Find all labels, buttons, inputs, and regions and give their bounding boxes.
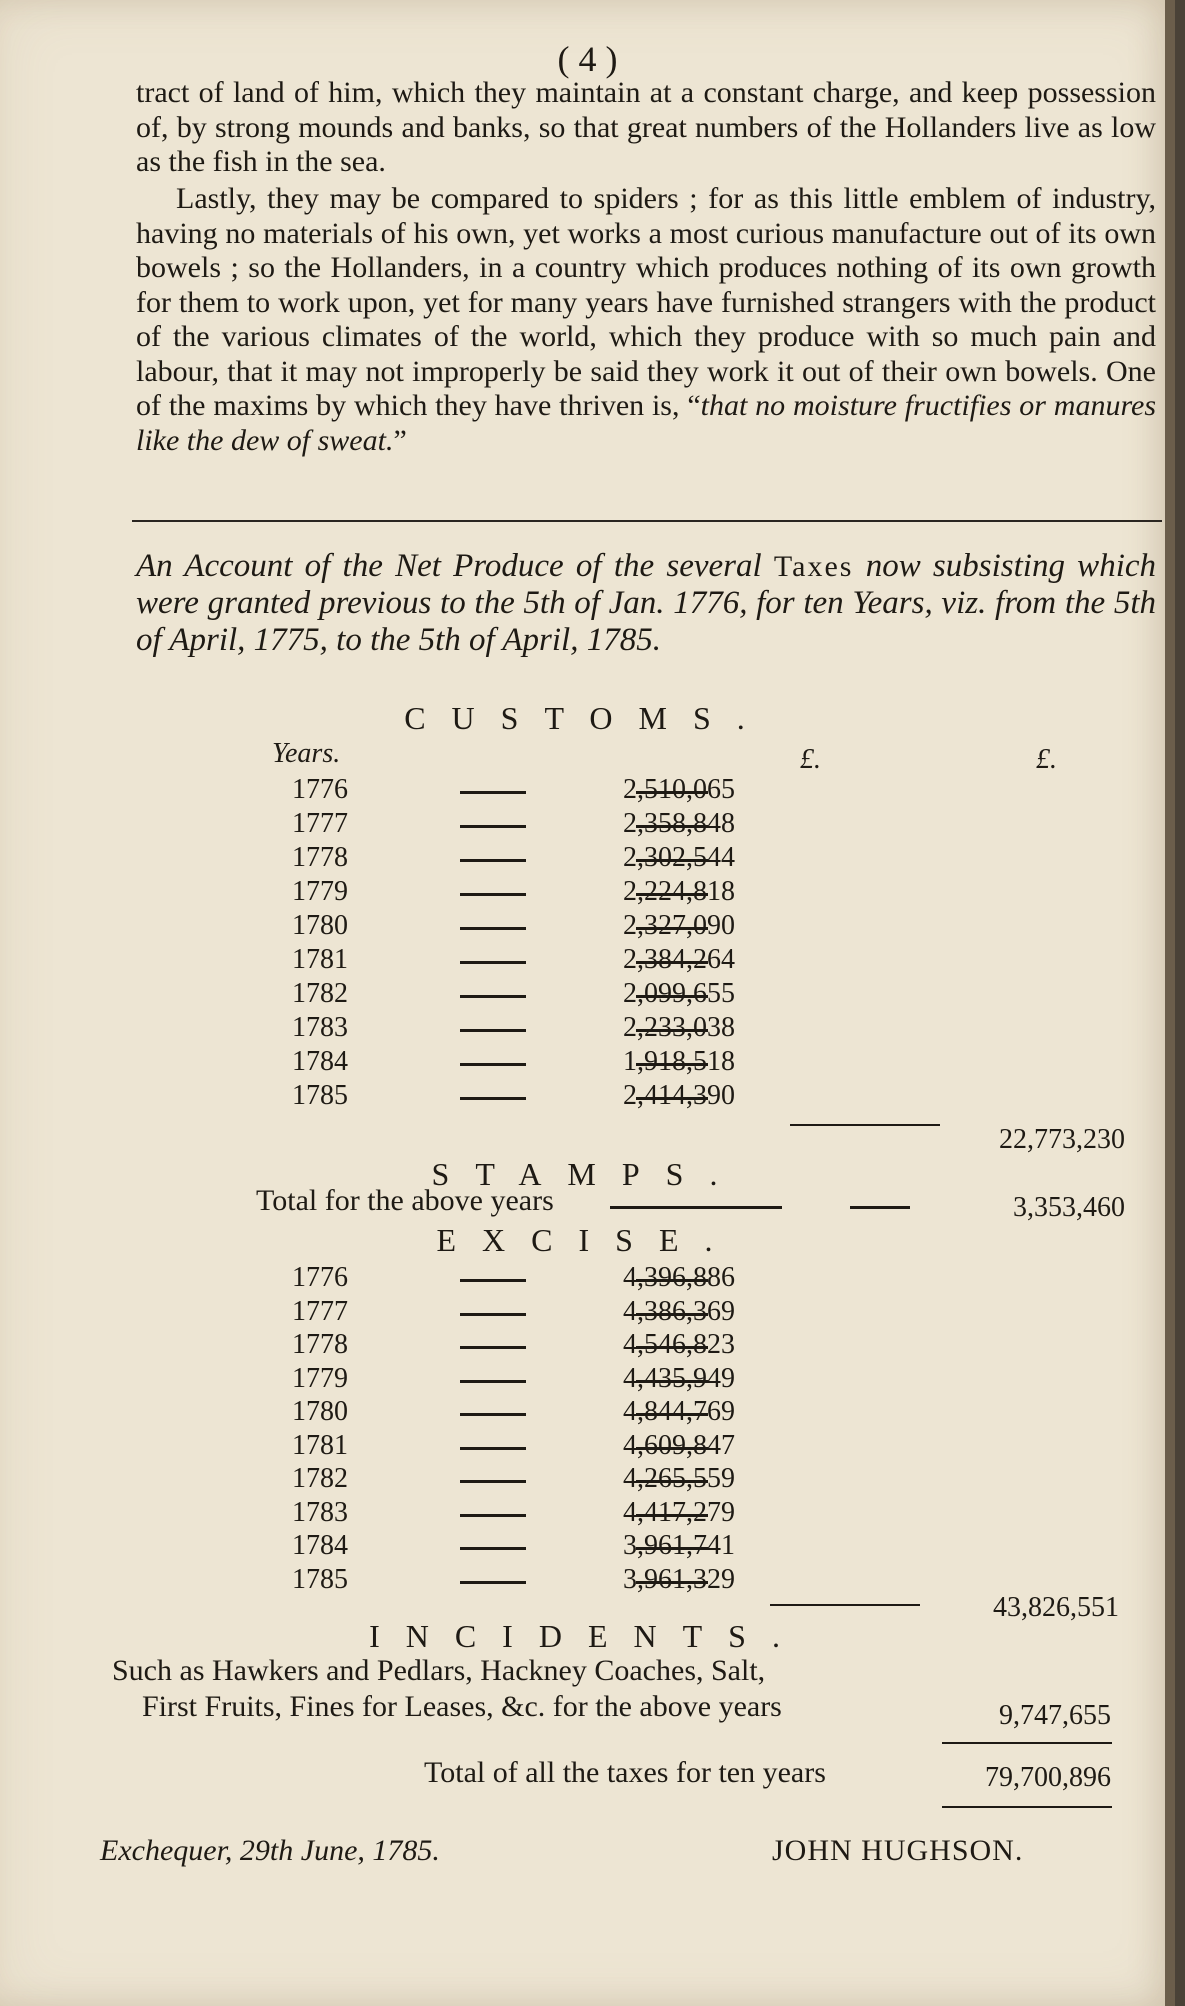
table-row [0,1497,1175,1530]
row-year: 1783 [292,1012,348,1043]
leader-dash [460,961,526,964]
place-and-date: Exchequer, 29th June, 1785. [100,1834,440,1867]
grand-total-label: Total of all the taxes for ten years [424,1756,826,1789]
heading-part-2: now subsisting which were granted previous to the 5th of Jan. 1776, for ten Years, viz. from the 5th of April, 1775, to the 5th of April, 1785. [136,548,1157,658]
row-year: 1783 [292,1496,348,1528]
row-year: 1776 [292,1262,348,1293]
leader-dash [460,927,526,930]
row-value: 3,961,741 [623,1530,735,1561]
table-row [0,1530,1175,1563]
paragraph-2 [136,182,1156,458]
table-row [0,1080,1175,1113]
years-header: Years. [272,738,341,769]
row-value: 2,099,655 [623,978,735,1009]
row-value: 4,435,949 [623,1362,735,1394]
row-value: 2,302,544 [623,842,735,873]
row-value: 2,233,038 [623,1012,735,1043]
table-row [0,1296,1175,1329]
table-row [0,1463,1175,1496]
row-value: 2,384,264 [623,944,735,975]
row-year: 1782 [292,1463,348,1494]
section-rule [132,520,1162,522]
excise-total: 43,826,551 [993,1592,1119,1623]
table-row [0,876,1175,909]
customs-sum-line [790,1124,940,1126]
row-value: 2,414,390 [623,1080,735,1111]
row-year: 1777 [292,808,348,839]
row-year: 1779 [292,876,348,907]
table-row [0,1046,1175,1079]
leader-dash [460,859,526,862]
row-year: 1782 [292,978,348,1009]
leader-dash [460,1063,526,1066]
row-value: 2,510,065 [623,774,735,805]
incidents-line-1: Such as Hawkers and Pedlars, Hackney Coaches, Salt, [112,1654,766,1687]
leader-dash [460,1279,526,1282]
leader-dash [460,995,526,998]
paragraph-2-text: Lastly, they may be compared to spiders ; for as this little emblem of industry, having no materials of his own, yet works a most curious manufacture out of its own bowels ; so the Hollanders, in a country which produces nothing of its own growth for them to work upon, yet for many years have furnished strangers with the product of the various climates of the world, which they produce with so much pain and labour, that it may not improperly be said they work it out of their own bowels. One of the maxims by which they have thriven is, “ [136,182,1156,422]
row-year: 1784 [292,1046,348,1077]
table-row [0,774,1175,807]
incidents-line-2: First Fruits, Fines for Leases, &c. for the above years [142,1690,782,1723]
currency-column-2: £. [1036,744,1057,775]
row-value: 4,546,823 [623,1329,735,1360]
leader-dash [460,1480,526,1483]
leader-dash [460,893,526,896]
row-year: 1781 [292,944,348,975]
table-row [0,1012,1175,1045]
row-value: 4,609,847 [623,1429,735,1461]
leader-dash [460,1097,526,1100]
table-row [0,808,1175,841]
row-value: 1,918,518 [623,1046,735,1077]
signature: JOHN HUGHSON. [772,1834,1024,1867]
leader-dash [460,1029,526,1032]
paragraph-2-quote: that no moisture fructifies or manures like the dew of sweat. [136,389,1156,457]
row-year: 1780 [292,1396,348,1427]
row-year: 1777 [292,1295,348,1327]
row-year: 1785 [292,1080,348,1111]
row-year: 1784 [292,1530,348,1561]
excise-title: EXCISE. [436,1222,739,1258]
row-year: 1780 [292,910,348,941]
grand-total-line [942,1806,1112,1808]
stamps-label: Total for the above years [256,1184,554,1217]
row-value: 2,224,818 [623,876,735,907]
customs-total: 22,773,230 [999,1124,1125,1155]
table-row [0,1430,1175,1463]
leader-dash [460,1413,526,1416]
stamps-title: STAMPS. [431,1156,744,1192]
leader-dash [460,791,526,794]
excise-sum-line [770,1604,920,1606]
row-year: 1778 [292,1329,348,1360]
table-row [0,1396,1175,1429]
row-value: 3,961,329 [623,1563,735,1595]
leader-dash [460,1581,526,1584]
row-value: 2,327,090 [623,910,735,941]
stamps-dash-2 [850,1206,910,1209]
row-year: 1785 [292,1563,348,1595]
table-row [0,910,1175,943]
leader-dash [460,825,526,828]
currency-column-1: £. [800,744,821,775]
table-row [0,842,1175,875]
stamps-total: 3,353,460 [1013,1192,1125,1223]
row-year: 1776 [292,774,348,805]
heading-taxes: Taxes [773,550,854,583]
account-heading [136,548,1156,659]
row-value: 4,844,769 [623,1396,735,1427]
page-number: ( 4 ) [557,39,618,79]
table-row [0,1262,1175,1295]
leader-dash [460,1346,526,1349]
row-year: 1781 [292,1429,348,1461]
table-row [0,978,1175,1011]
leader-dash [460,1313,526,1316]
row-value: 4,265,559 [623,1463,735,1494]
heading-part-1: An Account of the Net Produce of the several [136,548,762,584]
incidents-sum-line [942,1742,1112,1744]
leader-dash [460,1380,526,1383]
row-value: 4,396,886 [623,1262,735,1293]
leader-dash [460,1514,526,1517]
incidents-total: 9,747,655 [999,1700,1111,1731]
leader-dash [460,1447,526,1450]
stamps-dash-1 [610,1206,782,1209]
row-value: 4,417,279 [623,1496,735,1528]
row-value: 4,386,369 [623,1295,735,1327]
table-row [0,1363,1175,1396]
table-row [0,944,1175,977]
paragraph-1: tract of land of him, which they maintain at a constant charge, and keep possession of, by strong mounds and banks, so that great numbers of the Hollanders live as low as the fish in the sea. [136,76,1156,178]
row-year: 1778 [292,842,348,873]
customs-title: CUSTOMS. [404,700,771,736]
paragraph-2-end: ” [393,423,407,457]
row-year: 1779 [292,1362,348,1394]
grand-total: 79,700,896 [985,1762,1111,1793]
row-value: 2,358,848 [623,808,735,839]
table-row [0,1329,1175,1362]
incidents-title: INCIDENTS. [369,1618,806,1654]
leader-dash [460,1547,526,1550]
